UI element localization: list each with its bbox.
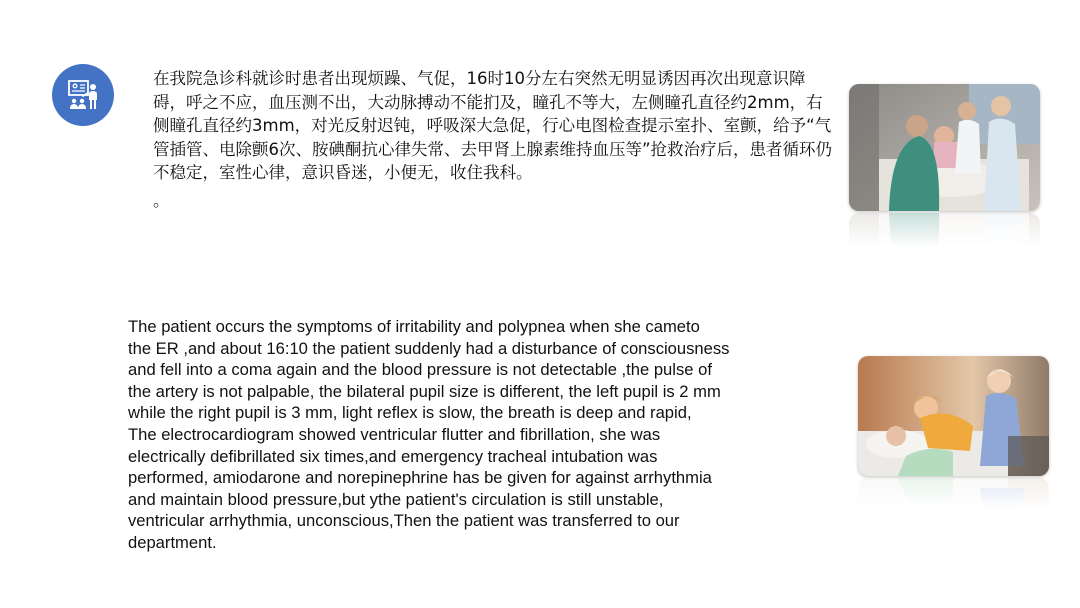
chinese-paragraph-text: 在我院急诊科就诊时患者出现烦躁、气促，16时10分左右突然无明显诱因再次出现意识障碍，呼之不应，血压测不出，大动脉搏动不能扪及，瞳孔不等大，左侧瞳孔直径约2mm，右侧瞳孔直径约3mm，对光反射迟钝，呼吸深大急促，行心电图检查提示室扑、室颤，给予“气管插管、电除颤6次、胺碘酮抗心律失常、去甲肾上腺素维持血压等”抢救治疗后，患者循环仍不稳定，室性心律，意识昏迷，小便无，收住我科。 — [153, 69, 833, 182]
nurse-caring-photo — [858, 356, 1049, 476]
chinese-trailing-mark: 。 — [153, 190, 170, 210]
hospital-bed-photo — [849, 84, 1040, 211]
presentation-teacher-icon — [66, 78, 100, 112]
hospital-bed-photo-reflection — [849, 213, 1040, 253]
nurse-caring-photo-reflection — [858, 478, 1049, 514]
presentation-badge — [52, 64, 114, 126]
chinese-case-description — [153, 67, 833, 212]
english-case-description: The patient occurs the symptoms of irritability and polypnea when she cameto the ER ,and about 16:10 the patient suddenly had a disturbance of consciousness and fell into a coma again and the blood pressure is not detectable ,the pulse of the artery is not palpable, the bilateral pupil size is different, the left pupil is 2 mm while the right pupil is 3 mm, light reflex is slow, the breath is deep and rapid, The electrocardiogram showed ventricular flutter and fibrillation, she was electrically defibrillated six times,and emergency tracheal intubation was performed, amiodarone and norepinephrine has be given for against arrhythmia and maintain blood pressure,but ythe patient's circulation is still unstable, ventricular arrhythmia, unconscious,Then the patient was transferred to our department. — [128, 317, 730, 552]
